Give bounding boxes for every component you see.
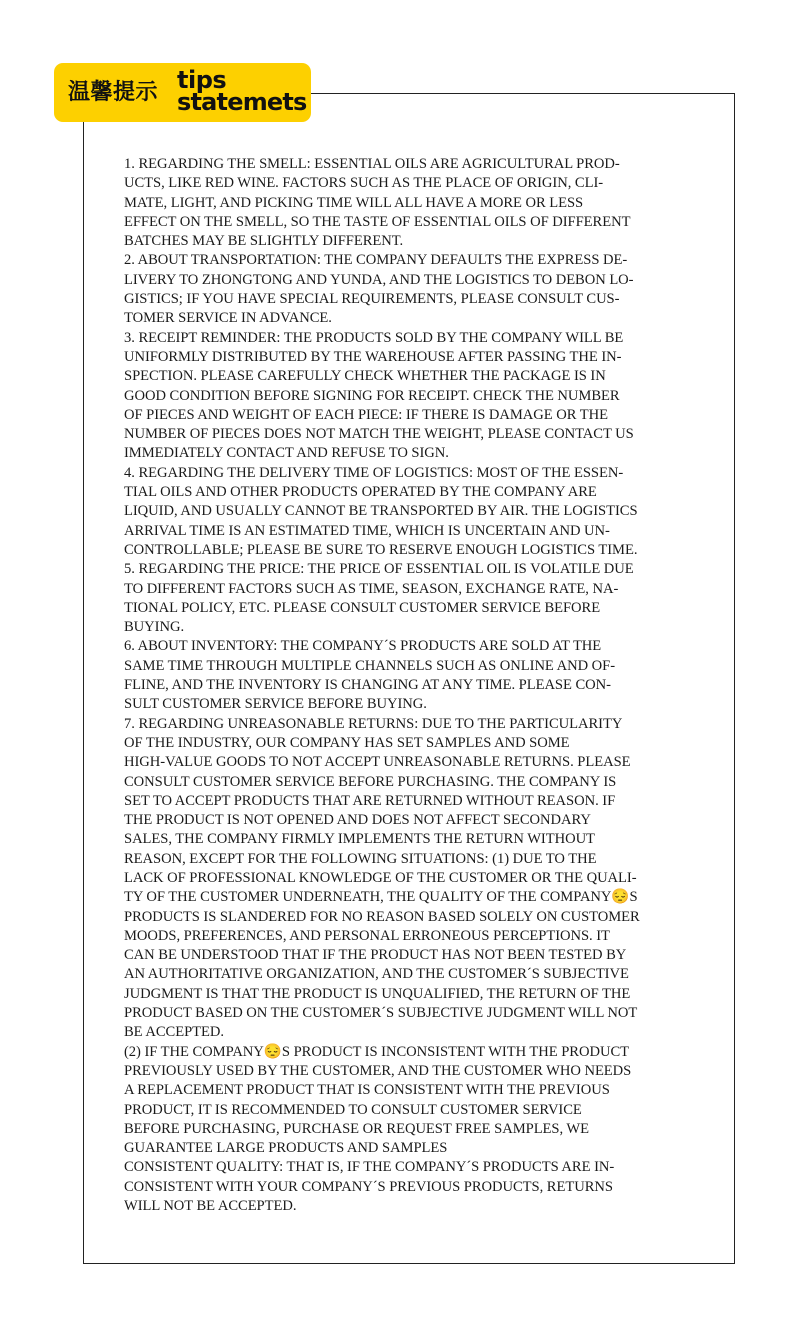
notice-text-line: TOMER SERVICE IN ADVANCE. xyxy=(124,310,332,327)
notice-text-line: IMMEDIATELY CONTACT AND REFUSE TO SIGN. xyxy=(124,445,449,462)
notice-text-line: CONTROLLABLE; PLEASE BE SURE TO RESERVE ENOUGH LOGISTICS TIME. xyxy=(124,541,638,558)
notice-text-line: GUARANTEE LARGE PRODUCTS AND SAMPLES xyxy=(124,1140,448,1157)
notice-text-line: TIAL OILS AND OTHER PRODUCTS OPERATED BY THE COMPANY ARE xyxy=(124,484,597,501)
notice-text-line: 6. ABOUT INVENTORY: THE COMPANY´S PRODUCTS ARE SOLD AT THE xyxy=(124,638,602,655)
badge-title-statements: statemets xyxy=(177,88,307,116)
notice-body xyxy=(124,155,700,1216)
notice-text-line: 1. REGARDING THE SMELL: ESSENTIAL OILS ARE AGRICULTURAL PROD- xyxy=(124,156,620,172)
notice-text-line: MATE, LIGHT, AND PICKING TIME WILL ALL HAVE A MORE OR LESS xyxy=(124,194,584,211)
notice-text-line: JUDGMENT IS THAT THE PRODUCT IS UNQUALIFIED, THE RETURN OF THE xyxy=(124,985,631,1002)
notice-text-line: 7. REGARDING UNREASONABLE RETURNS: DUE TO THE PARTICULARITY xyxy=(124,715,623,732)
notice-text-line: OF THE INDUSTRY, OUR COMPANY HAS SET SAMPLES AND SOME xyxy=(124,734,570,751)
notice-text-line: 3. RECEIPT REMINDER: THE PRODUCTS SOLD BY THE COMPANY WILL BE xyxy=(124,329,624,346)
notice-text-line: LIQUID, AND USUALLY CANNOT BE TRANSPORTED BY AIR. THE LOGISTICS xyxy=(124,503,638,520)
notice-text-line: CONSISTENT WITH YOUR COMPANY´S PREVIOUS PRODUCTS, RETURNS xyxy=(124,1178,613,1195)
notice-text-line: SULT CUSTOMER SERVICE BEFORE BUYING. xyxy=(124,696,427,713)
notice-text-line: ARRIVAL TIME IS AN ESTIMATED TIME, WHICH IS UNCERTAIN AND UN- xyxy=(124,522,610,539)
notice-text-line: TO DIFFERENT FACTORS SUCH AS TIME, SEASON, EXCHANGE RATE, NA- xyxy=(124,580,619,597)
notice-text-line: SET TO ACCEPT PRODUCTS THAT ARE RETURNED WITHOUT REASON. IF xyxy=(124,792,616,809)
notice-text-line: PRODUCT, IT IS RECOMMENDED TO CONSULT CUSTOMER SERVICE xyxy=(124,1101,582,1118)
notice-text-line: SAME TIME THROUGH MULTIPLE CHANNELS SUCH AS ONLINE AND OF- xyxy=(124,657,616,674)
notice-text-line: PRODUCTS IS SLANDERED FOR NO REASON BASED SOLELY ON CUSTOMER xyxy=(124,908,640,925)
notice-text-line: AN AUTHORITATIVE ORGANIZATION, AND THE CUSTOMER´S SUBJECTIVE xyxy=(124,966,629,983)
badge-title-english xyxy=(177,66,307,116)
notice-text-line: MOODS, PREFERENCES, AND PERSONAL ERRONEOUS PERCEPTIONS. IT xyxy=(124,927,610,944)
notice-text-line: GISTICS; IF YOU HAVE SPECIAL REQUIREMENTS, PLEASE CONSULT CUS- xyxy=(124,291,620,308)
notice-text-line: LIVERY TO ZHONGTONG AND YUNDA, AND THE LOGISTICS TO DEBON LO- xyxy=(124,271,634,288)
notice-text-line: BE ACCEPTED. xyxy=(124,1024,224,1041)
notice-text-line: LACK OF PROFESSIONAL KNOWLEDGE OF THE CUSTOMER OR THE QUALI- xyxy=(124,869,637,886)
notice-text-line: SALES, THE COMPANY FIRMLY IMPLEMENTS THE RETURN WITHOUT xyxy=(124,831,595,848)
notice-text-line: TY OF THE CUSTOMER UNDERNEATH, THE QUALITY OF THE COMPANY😔S xyxy=(124,889,638,906)
notice-text-line: BUYING. xyxy=(124,619,185,636)
notice-text-line: NUMBER OF PIECES DOES NOT MATCH THE WEIGHT, PLEASE CONTACT US xyxy=(124,426,634,443)
notice-text-line: HIGH-VALUE GOODS TO NOT ACCEPT UNREASONABLE RETURNS. PLEASE xyxy=(124,754,631,771)
notice-text-line: PRODUCT BASED ON THE CUSTOMER´S SUBJECTIVE JUDGMENT WILL NOT xyxy=(124,1005,638,1022)
notice-text-line: EFFECT ON THE SMELL, SO THE TASTE OF ESSENTIAL OILS OF DIFFERENT xyxy=(124,213,631,230)
notice-text-line: 2. ABOUT TRANSPORTATION: THE COMPANY DEFAULTS THE EXPRESS DE- xyxy=(124,252,628,269)
notice-text-line: (2) IF THE COMPANY😔S PRODUCT IS INCONSISTENT WITH THE PRODUCT xyxy=(124,1043,630,1060)
notice-text-line: 5. REGARDING THE PRICE: THE PRICE OF ESSENTIAL OIL IS VOLATILE DUE xyxy=(124,561,634,578)
notice-text-line: GOOD CONDITION BEFORE SIGNING FOR RECEIPT. CHECK THE NUMBER xyxy=(124,387,620,404)
notice-text-line: THE PRODUCT IS NOT OPENED AND DOES NOT AFFECT SECONDARY xyxy=(124,812,591,829)
notice-text-line: BATCHES MAY BE SLIGHTLY DIFFERENT. xyxy=(124,233,404,250)
badge-title-tips: tips xyxy=(177,66,227,94)
notice-text-line: CAN BE UNDERSTOOD THAT IF THE PRODUCT HAS NOT BEEN TESTED BY xyxy=(124,947,627,964)
notice-text-line: UNIFORMLY DISTRIBUTED BY THE WAREHOUSE AFTER PASSING THE IN- xyxy=(124,348,622,365)
notice-text-line: WILL NOT BE ACCEPTED. xyxy=(124,1198,297,1215)
notice-text-line: A REPLACEMENT PRODUCT THAT IS CONSISTENT WITH THE PREVIOUS xyxy=(124,1082,610,1099)
notice-text-line: UCTS, LIKE RED WINE. FACTORS SUCH AS THE PLACE OF ORIGIN, CLI- xyxy=(124,175,604,192)
notice-text-line: OF PIECES AND WEIGHT OF EACH PIECE: IF THERE IS DAMAGE OR THE xyxy=(124,406,608,423)
notice-text-line: REASON, EXCEPT FOR THE FOLLOWING SITUATIONS: (1) DUE TO THE xyxy=(124,850,597,867)
notice-text-line: TIONAL POLICY, ETC. PLEASE CONSULT CUSTOMER SERVICE BEFORE xyxy=(124,599,601,616)
notice-text-line: CONSISTENT QUALITY: THAT IS, IF THE COMPANY´S PRODUCTS ARE IN- xyxy=(124,1159,615,1176)
notice-text-line: PREVIOUSLY USED BY THE CUSTOMER, AND THE CUSTOMER WHO NEEDS xyxy=(124,1062,632,1079)
notice-text-line: CONSULT CUSTOMER SERVICE BEFORE PURCHASING. THE COMPANY IS xyxy=(124,773,617,790)
notice-text-line: FLINE, AND THE INVENTORY IS CHANGING AT ANY TIME. PLEASE CON- xyxy=(124,677,611,694)
notice-text-line: 4. REGARDING THE DELIVERY TIME OF LOGISTICS: MOST OF THE ESSEN- xyxy=(124,464,624,481)
notice-text-line: SPECTION. PLEASE CAREFULLY CHECK WHETHER THE PACKAGE IS IN xyxy=(124,368,606,385)
tips-badge xyxy=(54,63,311,122)
badge-title-chinese: 温馨提示 xyxy=(68,80,159,105)
notice-text-line: BEFORE PURCHASING, PURCHASE OR REQUEST FREE SAMPLES, WE xyxy=(124,1120,590,1137)
